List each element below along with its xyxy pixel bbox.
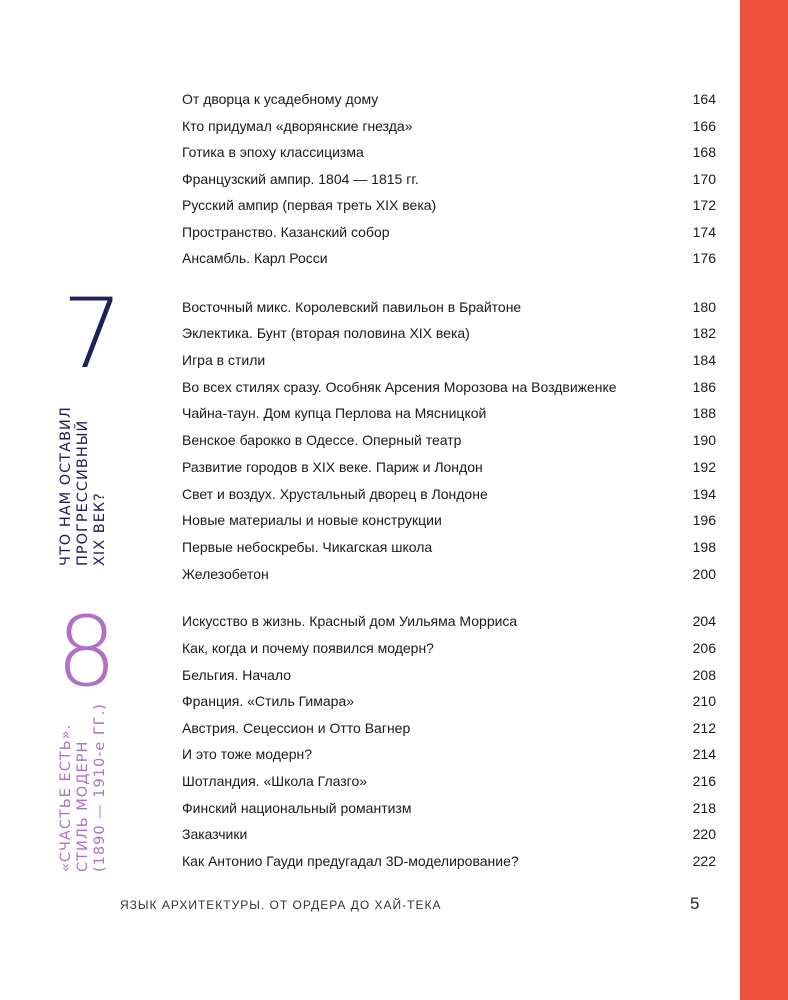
toc-entry[interactable]: [182, 294, 716, 320]
entry-title: Как Антонио Гауди предугадал 3D-моделирование?: [182, 853, 519, 869]
entry-title: Искусство в жизнь. Красный дом Уильяма Морриса: [182, 613, 518, 629]
entry-page: 194: [692, 486, 716, 502]
entry-title: Заказчики: [182, 826, 248, 842]
entry-title: Шотландия. «Школа Глазго»: [182, 773, 368, 789]
entry-title: Австрия. Сецессион и Отто Вагнер: [182, 720, 411, 736]
toc-entry[interactable]: [182, 608, 716, 634]
toc-entry[interactable]: [182, 848, 716, 874]
entry-page: 218: [692, 800, 716, 816]
entry-page: 184: [692, 352, 716, 368]
entry-title: Как, когда и почему появился модерн?: [182, 640, 434, 656]
chapter-8-title: [58, 703, 109, 872]
toc-entry[interactable]: [182, 113, 716, 139]
chapter-7-number: 7: [62, 278, 124, 390]
entry-page: 204: [692, 613, 716, 629]
toc-entry[interactable]: [182, 662, 716, 688]
entry-page: 174: [692, 224, 716, 240]
entry-title: Чайна-таун. Дом купца Перлова на Мясницкой: [182, 405, 487, 421]
chapter-title-line: (1890 — 1910-е ГГ.): [92, 703, 108, 872]
toc-entry[interactable]: [182, 821, 716, 847]
chapter-title-line: ЧТО НАМ ОСТАВИЛ: [58, 406, 74, 566]
entry-page: 216: [692, 773, 716, 789]
entry-title: Восточный микс. Королевский павильон в Брайтоне: [182, 299, 522, 315]
entry-title: Игра в стили: [182, 352, 266, 368]
entry-page: 208: [692, 667, 716, 683]
entry-title: Русский ампир (первая треть XIX века): [182, 197, 437, 213]
entry-page: 190: [692, 432, 716, 448]
toc-entry[interactable]: [182, 534, 716, 560]
entry-page: 186: [692, 379, 716, 395]
chapter-7-title: [58, 406, 109, 566]
entry-page: 198: [692, 539, 716, 555]
entry-page: 192: [692, 459, 716, 475]
entry-page: 212: [692, 720, 716, 736]
entry-title: Эклектика. Бунт (вторая половина XIX века): [182, 325, 470, 341]
entry-title: Первые небоскребы. Чикагская школа: [182, 539, 433, 555]
entry-title: Во всех стилях сразу. Особняк Арсения Морозова на Воздвиженке: [182, 379, 617, 395]
entry-title: От дворца к усадебному дому: [182, 91, 379, 107]
toc-entry[interactable]: [182, 347, 716, 373]
page-number: 5: [690, 894, 700, 913]
toc-entry[interactable]: [182, 454, 716, 480]
entry-title: Финский национальный романтизм: [182, 800, 412, 816]
toc-entry[interactable]: [182, 768, 716, 794]
toc-entry[interactable]: [182, 715, 716, 741]
chapter-title-line: XIX ВЕК?: [92, 492, 108, 566]
entry-title: Французский ампир. 1804 — 1815 гг.: [182, 171, 419, 187]
toc-entry[interactable]: [182, 741, 716, 767]
entry-title: Новые материалы и новые конструкции: [182, 512, 442, 528]
chapter-8-number: 8: [56, 596, 118, 708]
entry-title: Венское барокко в Одессе. Оперный театр: [182, 432, 462, 448]
chapter-title-line: ПРОГРЕССИВНЫЙ: [75, 419, 91, 566]
entry-title: Пространство. Казанский собор: [182, 224, 390, 240]
entry-page: 172: [692, 197, 716, 213]
entry-page: 222: [692, 853, 716, 869]
toc-entry[interactable]: [182, 219, 716, 245]
toc-entry[interactable]: [182, 192, 716, 218]
entry-page: 164: [692, 91, 716, 107]
chapter-title-line: «СЧАСТЬЕ ЕСТЬ».: [58, 723, 74, 872]
entry-page: 200: [692, 566, 716, 582]
entry-page: 168: [692, 144, 716, 160]
toc-entry[interactable]: [182, 320, 716, 346]
entry-page: 214: [692, 746, 716, 762]
toc-entry[interactable]: [182, 688, 716, 714]
entry-page: 210: [692, 693, 716, 709]
accent-side-band: [740, 0, 788, 1000]
entry-title: Франция. «Стиль Гимара»: [182, 693, 355, 709]
toc-entry[interactable]: [182, 139, 716, 165]
entry-page: 166: [692, 118, 716, 134]
entry-page: 196: [692, 512, 716, 528]
entry-page: 182: [692, 325, 716, 341]
toc-entry[interactable]: [182, 635, 716, 661]
entry-page: 188: [692, 405, 716, 421]
entry-title: Кто придумал «дворянские гнезда»: [182, 118, 413, 134]
entry-page: 170: [692, 171, 716, 187]
toc-entry[interactable]: [182, 166, 716, 192]
toc-entry[interactable]: [182, 507, 716, 533]
entry-title: И это тоже модерн?: [182, 746, 313, 762]
toc-entry[interactable]: [182, 795, 716, 821]
toc-entry[interactable]: [182, 374, 716, 400]
entry-page: 180: [692, 299, 716, 315]
entry-title: Готика в эпоху классицизма: [182, 144, 364, 160]
toc-entry[interactable]: [182, 245, 716, 271]
entry-page: 206: [692, 640, 716, 656]
toc-entry[interactable]: [182, 86, 716, 112]
running-footer-title: ЯЗЫК АРХИТЕКТУРЫ. ОТ ОРДЕРА ДО ХАЙ-ТЕКА: [120, 898, 442, 912]
toc-entry[interactable]: [182, 400, 716, 426]
toc-entry[interactable]: [182, 561, 716, 587]
entry-page: 176: [692, 250, 716, 266]
entry-title: Железобетон: [182, 566, 269, 582]
entry-title: Ансамбль. Карл Росси: [182, 250, 328, 266]
entry-page: 220: [692, 826, 716, 842]
entry-title: Свет и воздух. Хрустальный дворец в Лондоне: [182, 486, 488, 502]
entry-title: Развитие городов в XIX веке. Париж и Лондон: [182, 459, 483, 475]
toc-entry[interactable]: [182, 427, 716, 453]
toc-entry[interactable]: [182, 481, 716, 507]
chapter-title-line: СТИЛЬ МОДЕРН: [75, 740, 91, 872]
entry-title: Бельгия. Начало: [182, 667, 292, 683]
